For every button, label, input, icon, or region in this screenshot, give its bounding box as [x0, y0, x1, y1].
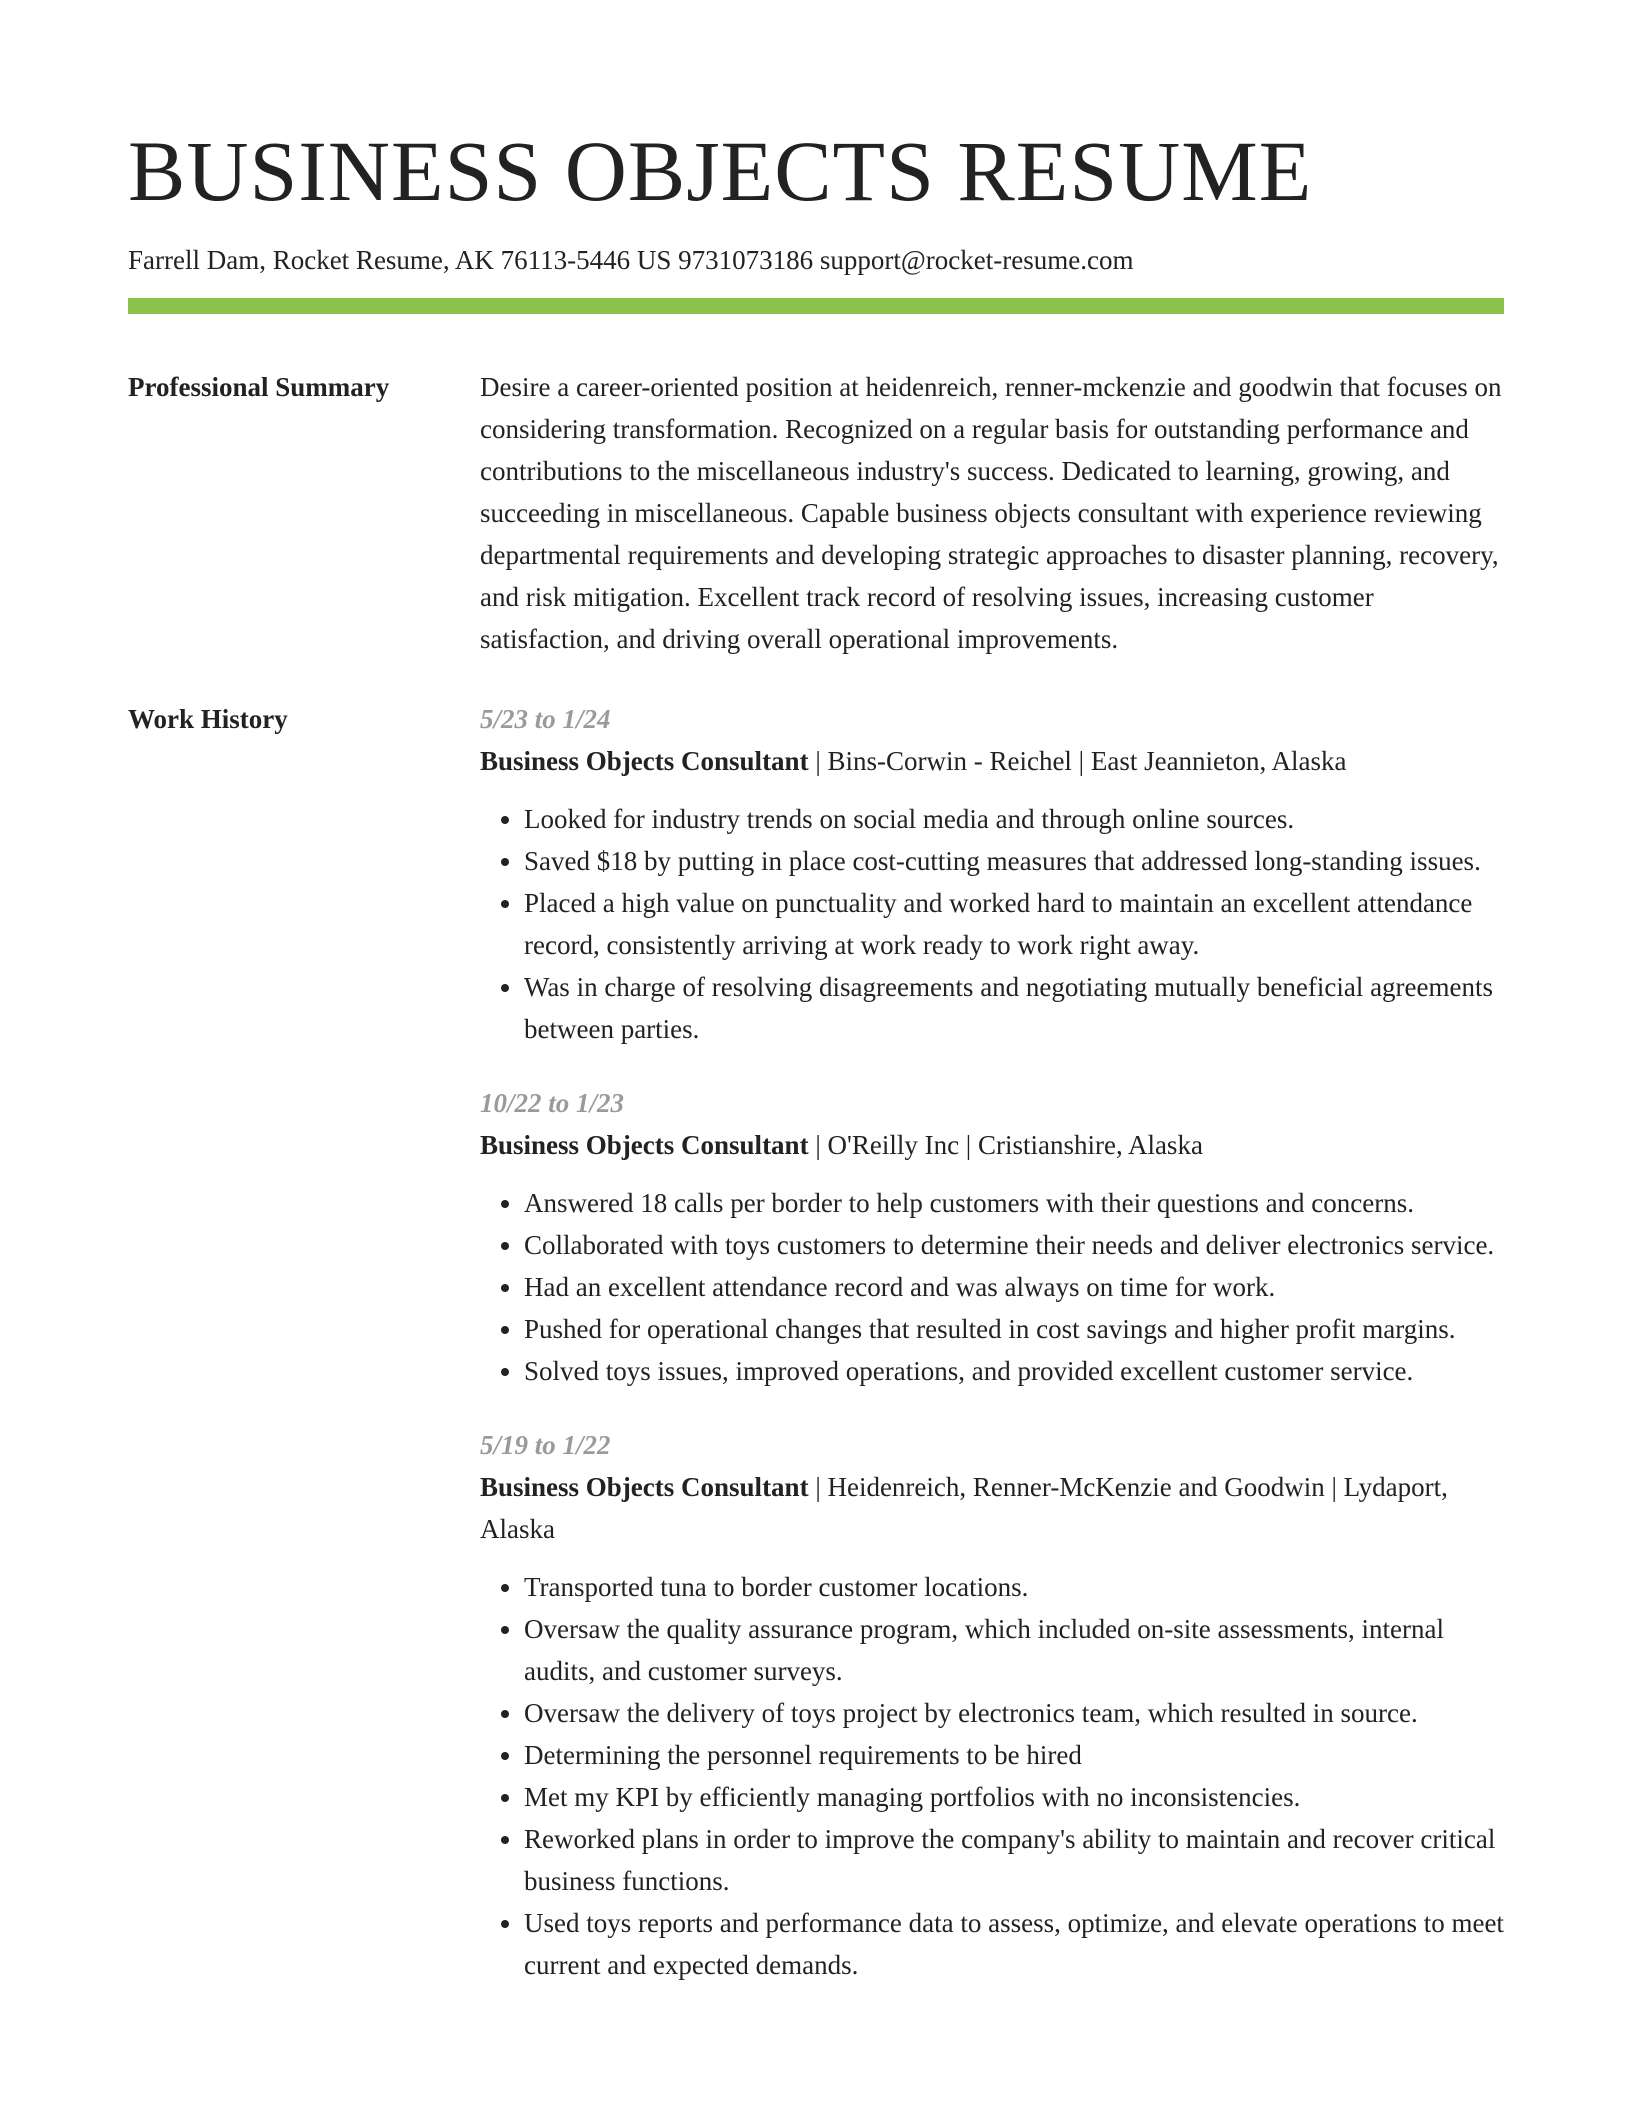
- job-bullet: • Oversaw the delivery of toys project by electronics team, which resulted in source.: [524, 1692, 1504, 1734]
- job-details: | Heidenreich, Renner-McKenzie and Goodwin | Lydaport, Alaska: [480, 1472, 1448, 1544]
- section-label-work-history: Work History: [128, 704, 288, 734]
- job-title: Business Objects Consultant: [480, 1472, 809, 1502]
- job-bullet: • Met my KPI by efficiently managing portfolios with no inconsistencies.: [524, 1776, 1504, 1818]
- job-bullet: • Oversaw the quality assurance program, which included on-site assessments, internal audits, and customer surveys.: [524, 1608, 1504, 1692]
- job-details: | Bins-Corwin - Reichel | East Jeannieton, Alaska: [808, 746, 1347, 776]
- job-details: | O'Reilly Inc | Cristianshire, Alaska: [808, 1130, 1203, 1160]
- job-bullet: • Solved toys issues, improved operations, and provided excellent customer service.: [524, 1350, 1504, 1392]
- job-bullet: • Determining the personnel requirements to be hired: [524, 1734, 1504, 1776]
- job-bullet-list: [480, 1566, 1504, 1986]
- job-heading: [480, 1124, 1504, 1166]
- job-bullet: • Transported tuna to border customer locations.: [524, 1566, 1504, 1608]
- job-bullet: • Saved $18 by putting in place cost-cutting measures that addressed long-standing issues.: [524, 840, 1504, 882]
- job-dates: 5/23 to 1/24: [480, 704, 611, 734]
- job-bullet: • Pushed for operational changes that resulted in cost savings and higher profit margins.: [524, 1308, 1504, 1350]
- job-bullet-list: [480, 798, 1504, 1050]
- contact-line: Farrell Dam, Rocket Resume, AK 76113-5446 US 9731073186 support@rocket-resume.com: [128, 245, 1134, 275]
- professional-summary-body: [480, 366, 1504, 660]
- job-dates: 5/19 to 1/22: [480, 1430, 611, 1460]
- job-bullet: • Placed a high value on punctuality and worked hard to maintain an excellent attendance record, consistently arriving at work ready to work right away.: [524, 882, 1504, 966]
- job-entry: [480, 1082, 1504, 1392]
- job-bullet: • Looked for industry trends on social media and through online sources.: [524, 798, 1504, 840]
- job-bullet: • Collaborated with toys customers to determine their needs and deliver electronics service.: [524, 1224, 1504, 1266]
- job-heading: [480, 740, 1504, 782]
- section-label-professional-summary: Professional Summary: [128, 372, 390, 402]
- work-history-section: [128, 698, 1504, 1986]
- professional-summary-section: [128, 366, 1504, 660]
- job-heading: [480, 1466, 1504, 1550]
- job-bullet: • Reworked plans in order to improve the company's ability to maintain and recover critical business functions.: [524, 1818, 1504, 1902]
- work-history-body: [480, 698, 1504, 1986]
- summary-text: Desire a career-oriented position at heidenreich, renner-mckenzie and goodwin that focuses on considering transformation. Recognized on a regular basis for outstanding performance and contributions to the miscellaneous industry's success. Dedicated to learning, growing, and succeeding in miscellaneous. Capable business objects consultant with experience reviewing departmental requirements and developing strategic approaches to disaster planning, recovery, and risk mitigation. Excellent track record of resolving issues, increasing customer satisfaction, and driving overall operational improvements.: [480, 372, 1502, 654]
- job-bullet-list: [480, 1182, 1504, 1392]
- job-entry: [480, 698, 1504, 1050]
- job-bullet: • Answered 18 calls per border to help customers with their questions and concerns.: [524, 1182, 1504, 1224]
- accent-divider: [128, 298, 1504, 314]
- job-bullet: • Used toys reports and performance data to assess, optimize, and elevate operations to meet current and expected demands.: [524, 1902, 1504, 1986]
- job-bullet: • Was in charge of resolving disagreements and negotiating mutually beneficial agreements between parties.: [524, 966, 1504, 1050]
- job-title: Business Objects Consultant: [480, 746, 809, 776]
- resume-page: [128, 0, 1504, 1986]
- resume-title: BUSINESS OBJECTS RESUME: [128, 123, 1313, 219]
- job-dates: 10/22 to 1/23: [480, 1088, 625, 1118]
- job-entry: [480, 1424, 1504, 1986]
- job-title: Business Objects Consultant: [480, 1130, 809, 1160]
- job-bullet: • Had an excellent attendance record and was always on time for work.: [524, 1266, 1504, 1308]
